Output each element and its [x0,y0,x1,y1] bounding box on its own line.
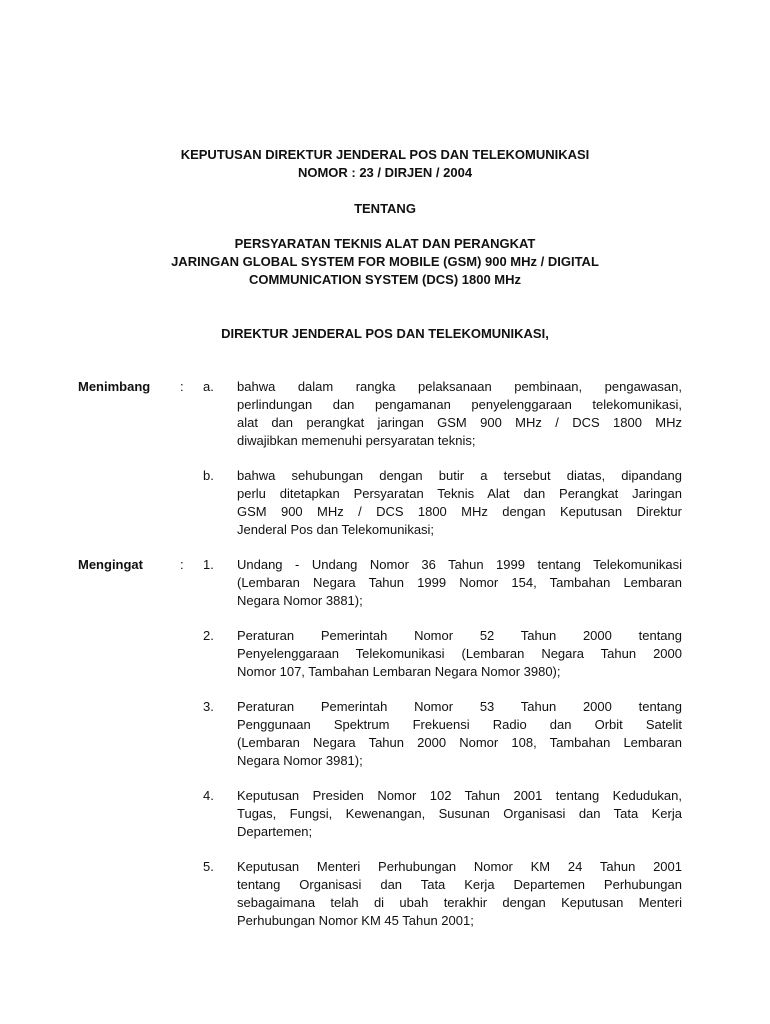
item-text [237,556,682,610]
item-text [237,467,682,539]
item-line: GSM 900 MHz / DCS 1800 MHz dengan Keputusan Direktur [237,504,682,519]
item-line: (Lembaran Negara Tahun 2000 Nomor 108, Tambahan Lembaran [237,735,682,750]
tentang-heading [0,200,770,218]
item-line: Penyelenggaraan Telekomunikasi (Lembaran Negara Tahun 2000 [237,646,682,661]
item-line: Tugas, Fungsi, Kewenangan, Susunan Organisasi dan Tata Kerja [237,806,682,821]
item-marker: 3. [203,699,214,714]
subject-line-2: JARINGAN GLOBAL SYSTEM FOR MOBILE (GSM) 900 MHz / DIGITAL [171,254,599,269]
document-header [0,146,770,182]
item-marker: b. [203,468,214,483]
item-line: diwajibkan memenuhi persyaratan teknis; [237,433,476,448]
menimbang-colon: : [180,379,184,394]
item-line: Undang - Undang Nomor 36 Tahun 1999 tentang Telekomunikasi [237,557,682,572]
item-line: sebagaimana telah di ubah terakhir dengan Keputusan Menteri [237,895,682,910]
item-text [237,627,682,681]
subject-line-3: COMMUNICATION SYSTEM (DCS) 1800 MHz [248,272,522,287]
item-line: alat dan perangkat jaringan GSM 900 MHz / DCS 1800 MHz [237,415,682,430]
item-line: Negara Nomor 3981); [237,753,363,768]
subject-line-1: PERSYARATAN TEKNIS ALAT DAN PERANGKAT [234,236,536,251]
item-line: Keputusan Presiden Nomor 102 Tahun 2001 tentang Kedudukan, [237,788,682,803]
mengingat-label: Mengingat [78,557,143,572]
item-marker: 1. [203,557,214,572]
subject-block [0,235,770,289]
item-line: tentang Organisasi dan Tata Kerja Departemen Perhubungan [237,877,682,892]
item-line: Negara Nomor 3881); [237,593,363,608]
item-line: Keputusan Menteri Perhubungan Nomor KM 24 Tahun 2001 [237,859,682,874]
issuer-heading [0,325,770,343]
menimbang-label: Menimbang [78,379,151,394]
item-text [237,378,682,450]
item-marker: 2. [203,628,214,643]
item-line: (Lembaran Negara Tahun 1999 Nomor 154, Tambahan Lembaran [237,575,682,590]
issuer-label: DIREKTUR JENDERAL POS DAN TELEKOMUNIKASI, [221,326,549,341]
item-text [237,698,682,770]
item-line: bahwa sehubungan dengan butir a tersebut diatas, dipandang [237,468,682,483]
item-line: Peraturan Pemerintah Nomor 53 Tahun 2000 tentang [237,699,682,714]
item-line: Penggunaan Spektrum Frekuensi Radio dan Orbit Satelit [237,717,682,732]
item-line: Perhubungan Nomor KM 45 Tahun 2001; [237,913,474,928]
mengingat-colon: : [180,557,184,572]
item-line: bahwa dalam rangka pelaksanaan pembinaan, pengawasan, [237,379,682,394]
item-line: Jenderal Pos dan Telekomunikasi; [237,522,435,537]
header-line-1: KEPUTUSAN DIREKTUR JENDERAL POS DAN TELEKOMUNIKASI [180,147,590,162]
item-marker: 4. [203,788,214,803]
item-line: Peraturan Pemerintah Nomor 52 Tahun 2000 tentang [237,628,682,643]
item-line: Nomor 107, Tambahan Lembaran Negara Nomor 3980); [237,664,561,679]
item-text [237,787,682,841]
item-line: Departemen; [237,824,313,839]
tentang-label: TENTANG [354,201,416,216]
item-marker: a. [203,379,214,394]
item-marker: 5. [203,859,214,874]
header-decree-number: NOMOR : 23 / DIRJEN / 2004 [297,165,473,180]
item-line: perlindungan dan pengamanan penyelenggaraan telekomunikasi, [237,397,682,412]
item-line: perlu ditetapkan Persyaratan Teknis Alat dan Perangkat Jaringan [237,486,682,501]
item-text [237,858,682,930]
